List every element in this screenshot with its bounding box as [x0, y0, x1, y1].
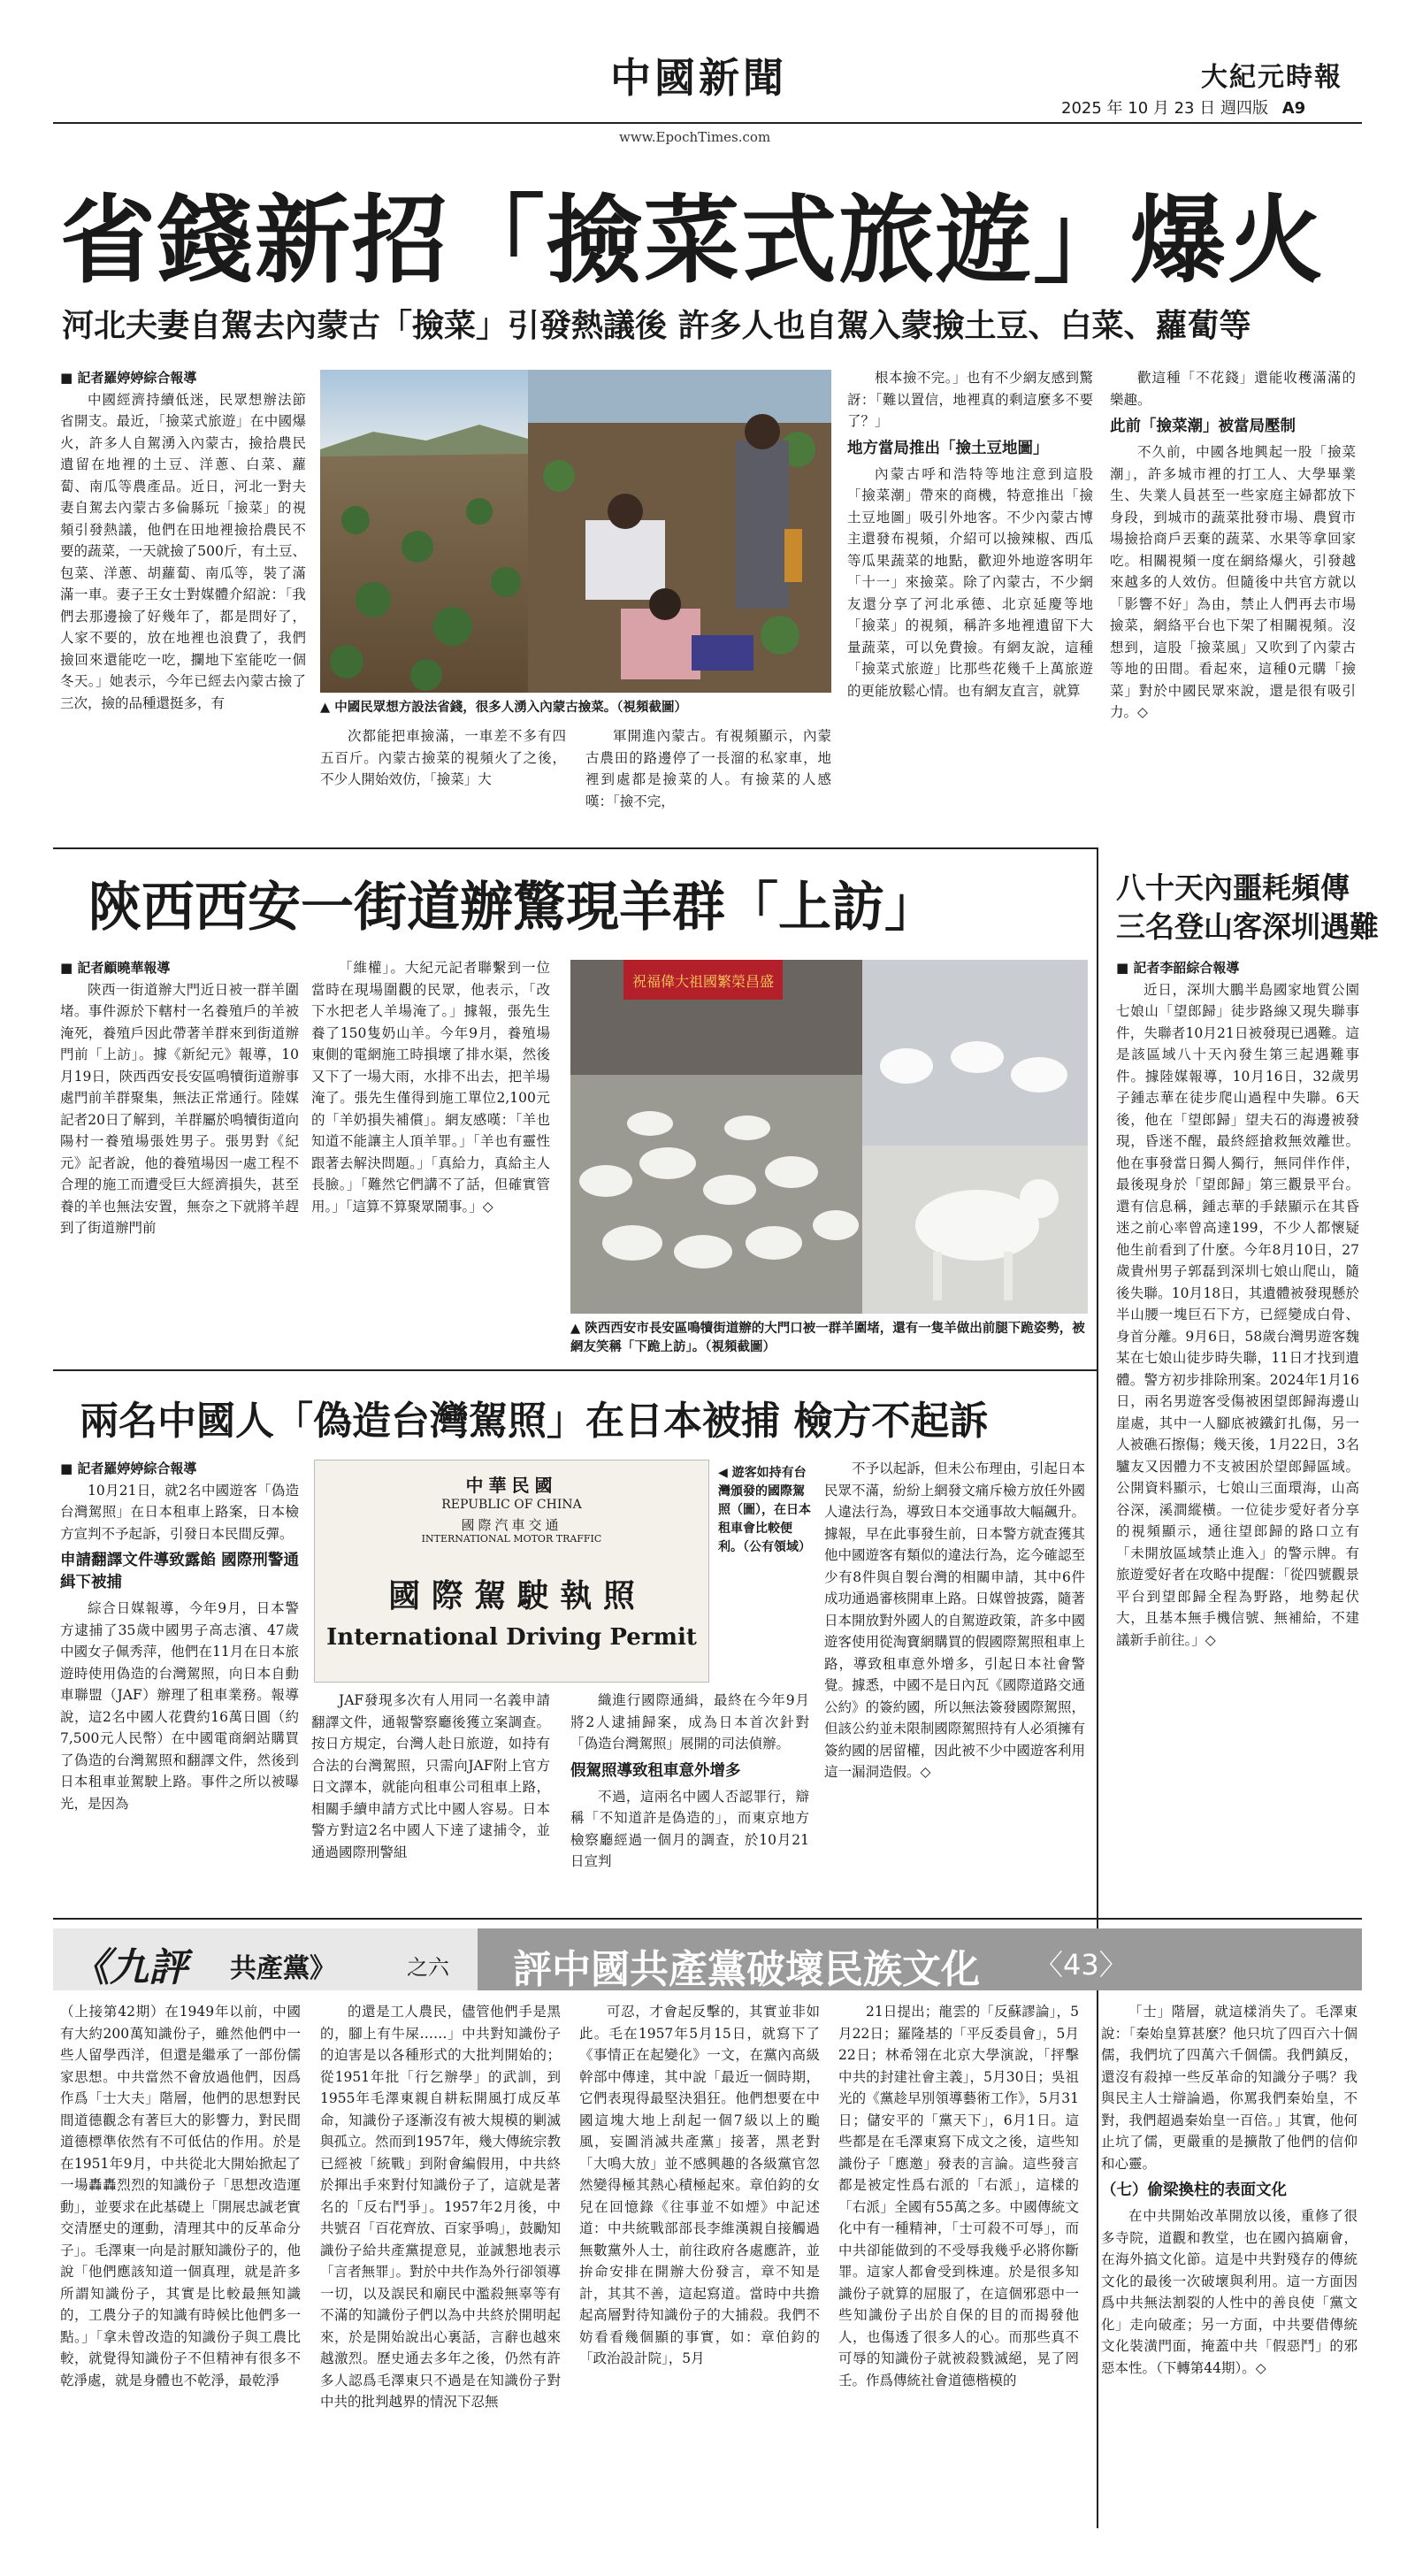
story1-subhead2: 此前「撿菜潮」被當局壓制 — [1110, 418, 1296, 435]
divider-1 — [53, 847, 1097, 849]
date-text: 2025 年 10 月 23 日 週四版 — [1061, 99, 1268, 118]
issue-date — [1061, 96, 1305, 119]
story3-text3b: 不過，這兩名中國人否認罪行，辯稱「不知道許是偽造的」，而東京地方檢察廳經過一個月的調查，於10月21日宣判 — [570, 1788, 809, 1869]
story1-byline: ■ 記者羅婷婷綜合報導 — [60, 370, 197, 386]
series-text5: 「士」階層，就這樣消失了。毛澤東說：「秦始皇算甚麼？他只坑了四百六十個儒，我們坑了四萬六千個儒。我們鎮反，還沒有殺掉一些反革命的知識分子嗎？我與民主人士辯論過，你罵我們秦始皇，不對，我們超過秦始皇一百倍。」其實，他何止坑了儒，更嚴重的是擴散了他們的信仰和心靈。 — [1101, 2004, 1358, 2172]
story1-text3: 軍開進內蒙古。有視頻顯示，內蒙古農田的路邊停了一長溜的私家車，地裡到處都是撿菜的人。有撿菜的人感嘆：「撿不完， — [585, 728, 831, 809]
series-text1: （上接第42期）在1949年以前，中國有大約200萬知識份子，雖然他們中一些人留學西洋，但還是繼承了一部份儒家思想。中共當然不會放過他們，因爲作爲「士大夫」階層，他們的思想對民間道德觀念有著巨大的影響力，對民間道德標準依然有不可低估的作用。於是在1951年9月，中共從北大開始掀起了一場轟轟烈烈的知識份子「思想改造運動」，並要求在此基礎上「開展忠誠老實交清歷史的運動，清理其中的反革命分子」。毛澤東一向是討厭知識份子的，他說「他們應該知道一個真理，就是許多所謂知識份子，其實是比較最無知識的，工農分子的知識有時候比他們多一點。」「拿未曾改造的知識份子與工農比較，就覺得知識份子不但精神有很多不乾淨處，就是身體也不乾淨，最乾淨 — [60, 2004, 301, 2388]
story1-subheadline: 河北夫妻自駕去內蒙古「撿菜」引發熱議後 許多人也自駕入蒙撿土豆、白菜、蘿蔔等 — [62, 308, 1251, 344]
story1-photo — [320, 370, 831, 693]
story2-text2: 「維權」。大紀元記者聯繫到一位當時在現場圍觀的民眾，他表示，「改下水把老人羊場淹了。」據報，張先生養了150隻奶山羊。今年9月，養殖場東側的電網施工時損壞了排水渠，然後又下了一場大雨，水排不出去，把羊場淹了。張先生僅得到施工單位2,100元的「羊奶損失補償」。網友感嘆：「羊也知道不能讓主人頂羊罪。」「羊也有靈性跟著去解決問題。」「真給力，真給主人長臉。」「難然它們講不了話，但確實管用。」「這算不算聚眾鬧事。」◇ — [311, 960, 550, 1215]
story1-text5: 歡這種「不花錢」還能收穫滿滿的樂趣。 — [1110, 370, 1356, 408]
series-col2 — [320, 2001, 561, 2532]
series-text2: 的還是工人農民，儘管他們手是黑的，腳上有牛屎……」中共對知識份子的迫害是以各種形式的大批判開始的；從1951年批「行乞辦學」的武訓，到1955年毛澤東親自耕耘開風打成反革命，知識份子逐漸沒有被大規模的剿滅與孤立。然而到1957年，幾大傳統宗教已經被「統戰」到附會編假用，中共終於揮出手來對付知識份子了，這就是著名的「反右鬥爭」。1957年2月後，中共號召「百花齊放、百家爭鳴」，鼓勵知識份子給共產黨提意見，並誠懇地表示「言者無罪」。對於中共作為外行卻領導一切，以及誤民和廟民中濫殺無辜等有不滿的知識份子們以為中共終於開明起來，於是開始說出心裏話，言辭也越來越激烈。歷史通去多年之後，仍然有許多人認爲毛澤東只不過是在知識份子對中共的批判越界的情況下忍無 — [320, 2004, 561, 2410]
story2-photo — [570, 960, 1088, 1314]
story3-col4 — [824, 1458, 1085, 1909]
series-part: 之六 — [407, 1955, 449, 1980]
series-logo-box — [53, 1928, 478, 1990]
series-text4: 21日提出；龍雲的「反蘇謬論」，5月22日；羅隆基的「平反委員會」，5月22日；林希翎在北京大學演說，「抨擊中共的封建社會主義」，5月30日；吳祖光的《黨趁早別領導藝術工作》，5月31日；儲安平的「黨天下」，6月1日。這些都是在毛澤東寫下成文之後，這些知識份子「應邀」發表的言論。這些發言都是被定性爲右派的「右派」，這樣的「右派」全國有55萬之多。中國傳統文化中有一種精神，「士可殺不可辱」，而中共卻能做到的不受辱我幾乎必將你斷罪。這家人都會受到株連。於是很多知識份子就算的屈服了，在這個邪惡中一些知識份子出於自保的目的而揭發他人，也傷透了很多人的心。而那些真不可辱的知識份子就被殺戮滅絕，晃了罔壬。作爲傳統社會道德楷模的 — [838, 2004, 1079, 2388]
story3-col3 — [570, 1690, 809, 1911]
license-en: REPUBLIC OF CHINA — [441, 1498, 582, 1512]
license-top: 中華民國 — [465, 1475, 558, 1496]
license-title-en: International Driving Permit — [326, 1624, 697, 1651]
site-url: www.EpochTimes.com — [619, 129, 771, 145]
story1-subhead1: 地方當局推出「撿土豆地圖」 — [847, 439, 1049, 457]
story2-byline: ■ 記者顧曉華報導 — [60, 960, 171, 976]
series-col3 — [579, 2001, 820, 2532]
license-zh2: 國際汽車交通 — [461, 1517, 562, 1533]
story1-col4 — [847, 367, 1093, 840]
series-col5 — [1101, 2001, 1358, 2532]
story1-col2 — [320, 725, 566, 840]
brand-logo: 大紀元時報 — [1201, 62, 1342, 93]
story2-text1: 陝西一街道辦大門近日被一群羊圍堵。事件源於下轄村一名養殖戶的羊被淹死，養殖戶因此帶著羊群來到街道辦門前「上訪」。據《新紀元》報導，10月19日，陝西西安長安區鳴犢街道辦事處門前羊群聚集，無法正常通行。陸媒記者20日了解到，羊群屬於鳴犢街道向陽村一養殖場張姓男子。張男對《紀元》記者說，他的養殖場因一處工程不合理的施工而遭受巨大經濟損失，甚至養的羊也無法安置，無奈之下就將羊趕到了街道辦門前 — [60, 981, 299, 1236]
story3-lead: 10月21日，就2名中國遊客「偽造台灣駕照」在日本租車上路案，日本檢方宣判不予起訴，引發日本民間反彈。 — [60, 1482, 299, 1542]
story3-text4: 不予以起訴，但未公布理由，引起日本民眾不滿，紛紛上網發文痛斥檢方放任外國人違法行為，導致日本交通事故大幅飆升。據報，早在此事發生前，日本警方就查獲其他中國遊客有類似的違法行為，迄今確認至少有8件與自製台灣的相關申請，其中6件成功通過審核開車上路。日媒曾披露，隨著日本開放對外國人的自駕遊政策，許多中國遊客使用從淘寶網購買的假國際駕照租車上路，導致租車意外增多，引起日本社會警覺。據悉，中國不是日內瓦《國際道路交通公約》的簽約國，所以無法簽發國際駕照，但該公約並未限制國際駕照持有人必須擁有簽約國的居留權，因此被不少中國遊客利用這一漏洞造假。◇ — [824, 1460, 1085, 1780]
series-number: 〈43〉 — [1035, 1948, 1128, 1982]
license-caption: ◀ 遊客如持有台灣頒發的國際駕照（圖），在日本租車會比較便利。（公有領域） — [718, 1466, 811, 1554]
story3-col2 — [311, 1690, 550, 1911]
story3-byline: ■ 記者羅婷婷綜合報導 — [60, 1460, 197, 1476]
series-logo-sub: 共產黨》 — [230, 1953, 336, 1984]
series-text3: 可忍，才會起反擊的，其實並非如此。毛在1957年5月15日，就寫下了《事情正在起變化》一文，在黨內高級幹部中傳達，其中說「最近一個時期，它們表現得最堅決猖狂。他們想要在中國這塊大地上刮起一個7級以上的颱風，妄圖消滅共產黨」接著，黑老對「大鳴大放」並不感興趣的各級黨官忽然變得極其熱心積極起來。章伯鈞的女兒在回憶錄《往事並不如煙》中記述道：中共統戰部部長李維漢親自接觸過無數黨外人士，前往政府各處應許，並拚命安排在開辦大份發言，章不知是計，其其不善，這起寫道。當時中共擔起高層對待知識份子的大捕殺。我們不妨看看幾個顯的事實，如：章伯鈞的「政治設計院」，5月 — [579, 2004, 820, 2366]
side-story-body — [1116, 957, 1359, 1913]
side-byline: ■ 記者李韶綜合報導 — [1116, 960, 1240, 976]
goats-scene-image — [570, 960, 1088, 1314]
series-text5b: 在中共開始改革開放以後，重修了很多寺院，道觀和教堂，也在國內搞廟會，在海外搞文化節。這是中共對殘存的傳統文化的最後一次破壞與利用。這一方面因爲中共無法割裂的人性中的善良使「黨文化」走向破產；另一方面，中共要借傳統文化裝潢門面，掩蓋中共「假惡鬥」的邪惡本性。（下轉第44期）。◇ — [1101, 2208, 1358, 2376]
side-text: 近日，深圳大鵬半島國家地質公園七娘山「望郎歸」徒步路線又現失聯事件，失聯者10月21日被發現已遇難。這是該區域八十天內發生第三起遇難事件。據陸媒報導，10月16日，32歲男子鍾志華在徒步爬山過程中失聯。6天後，他在「望郎歸」望夫石的海邊被發現，昏迷不醒，最終經搶救無效離世。他在事發當日獨人獨行，無同伴作伴，最後現身於「望郎歸」第三觀景平台。還有信息稱，鍾志華的手錶顯示在其昏迷之前心率曾高達199，不少人都懷疑他生前看到了什麼。今年8月10日，27歲貴州男子郭磊到深圳七娘山爬山，隨後失聯。10月18日，其遺體被發現懸於半山腰一塊巨石下方，已經變成白骨、身首分離。9月6日，58歲台灣男遊客魏某在七娘山徒步時失聯，11日才找到遺體。警方初步排除刑案。2024年1月16日，兩名男遊客受傷被困望郎歸海邊山崖處，其中一人腳底被鐵釘扎傷，另一人被礁石擦傷；幾天後，1月22日，3名驢友又因體力不支被困於望郎歸區域。公開資料顯示，七娘山三面環海，山高谷深，溪澗縱橫。一位徒步愛好者分享的視頻顯示，通往望郎歸的路口立有「未開放區域禁止進入」的警示牌。有旅遊愛好者在攻略中提醒：「從四號觀景平台到望郎歸全程為野路，地勢起伏大，且基本無手機信號、無補給，不建議新手前往。」◇ — [1116, 981, 1359, 1648]
side-headline-2: 三名登山客深圳遇難 — [1116, 909, 1379, 944]
page-number: A9 — [1281, 99, 1306, 118]
story3-text3: 織進行國際通緝，最終在今年9月將2人逮捕歸案，成為日本首次針對「偽造台灣駕照」展開的司法偵辦。 — [570, 1692, 809, 1752]
story1-col3 — [585, 725, 831, 840]
license-title-zh: 國 際 駕 駛 執 照 — [388, 1577, 635, 1614]
story1-text4b: 內蒙古呼和浩特等地注意到這股「撿菜潮」帶來的商機，特意推出「撿土豆地圖」吸引外地客。不少內蒙古博主還發布視頻，介紹可以撿辣椒、西瓜等瓜果蔬菜的地點，歡迎外地遊客明年「十一」來撿菜。除了內蒙古，不少網友還分享了河北承德、北京延慶等地「撿菜」的視頻，稱許多地裡遺留下大量蔬菜，可以免費撿。有網友說，這種「撿菜式旅遊」比那些花幾千上萬旅遊的更能放鬆心情。也有網友直言，就算 — [847, 465, 1093, 699]
series-col4 — [838, 2001, 1079, 2532]
story1-text2: 次都能把車撿滿，一車差不多有四五百斤。內蒙古撿菜的視頻火了之後，不少人開始效仿，「撿菜」大 — [320, 728, 566, 787]
story2-headline: 陝西西安一街道辦驚現羊群「上訪」 — [88, 877, 937, 939]
story1-text4: 根本撿不完。」也有不少網友感到驚訝：「難以置信，地裡真的剩這麼多不要了？」 — [847, 370, 1093, 429]
banner-sign-text: 祝福偉大祖國繁榮昌盛 — [631, 973, 775, 990]
series-col1 — [60, 2001, 301, 2532]
story1-text5b: 不久前，中國各地興起一股「撿菜潮」，許多城市裡的打工人、大學畢業生、失業人員甚至一些家庭主婦都放下身段，到城市的蔬菜批發市場、農貿市場撿拾商戶丟棄的蔬菜、水果等拿回家吃。相關視頻一度在網絡爆火，引發越來越多的人效仿。但隨後中共官方就以「影響不好」為由，禁止人們再去市場撿菜，網絡平台也下架了相關視頻。沒想到，這股「撿菜風」又吹到了內蒙古等地的田間。看起來，這種0元購「撿菜」對於中國民眾來說，還是很有吸引力。◇ — [1110, 444, 1356, 720]
license-image — [314, 1460, 709, 1683]
divider-3 — [53, 1918, 1362, 1920]
story1-col5 — [1110, 367, 1356, 840]
story1-col1 — [60, 367, 306, 840]
series-banner — [53, 1928, 1362, 1990]
story3-subhead2: 假駕照導致租車意外增多 — [570, 1761, 741, 1780]
side-divider — [1097, 847, 1098, 2528]
masthead-rule — [53, 122, 1362, 124]
series-subhead: （七）偷梁換柱的表面文化 — [1101, 2181, 1287, 2199]
field-scene-image — [320, 370, 831, 693]
story3-headline: 兩名中國人「偽造台灣駕照」在日本被捕 檢方不起訴 — [80, 1399, 989, 1444]
series-logo-main: 《九評 — [71, 1945, 187, 1990]
story3-text2: JAF發現多次有人用同一名義申請翻譯文件，通報警察廳後獲立案調查。按日方規定，台灣人赴日旅遊，如持有合法的台灣駕照，只需向JAF附上官方日文譯本，就能向租車公司租車上路，相關手續申請方式比中國人容易。日本警方對這2名中國人下達了逮捕令，並通過國際刑警組 — [311, 1692, 550, 1860]
license-en2: INTERNATIONAL MOTOR TRAFFIC — [421, 1533, 602, 1545]
divider-2 — [53, 1369, 1097, 1371]
story2-photo-caption: ▲ 陝西西安市長安區鳴犢街道辦的大門口被一群羊圍堵，還有一隻羊做出前腿下跪姿勢，被網友笑稱「下跪上訪」。（視頻截圖） — [570, 1322, 1085, 1354]
section-title: 中國新聞 — [610, 54, 787, 102]
story1-photo-caption: ▲ 中國民眾想方設法省錢，很多人湧入內蒙古撿菜。（視頻截圖） — [320, 701, 687, 715]
story3-col1 — [60, 1458, 299, 1909]
story1-headline: 省錢新招「撿菜式旅遊」爆火 — [60, 185, 1326, 296]
story2-col1 — [60, 957, 299, 1364]
story1-text1: 中國經濟持續低迷，民眾想辦法節省開支。最近，「撿菜式旅遊」在中國爆火，許多人自駕湧入內蒙古，撿拾農民遺留在地裡的土豆、洋蔥、白菜、蘿蔔、南瓜等農產品。近日，河北一對夫妻自駕去內蒙古多倫縣玩「撿菜」的視頻引發熱議，他們在田地裡撿拾農民不要的蔬菜，一天就撿了500斤，有土豆、包菜、洋蔥、胡蘿蔔、南瓜等，裝了滿滿一車。妻子王女士對媒體介紹說：「我們去那邊撿了好幾年了，都是問好了，人家不要的，放在地裡也浪費了，我們撿回來還能吃一吃，攔地下室能吃一個冬天。」她表示，今年已經去內蒙古撿了三次，撿的品種還挺多，有 — [60, 391, 306, 711]
story2-col2 — [311, 957, 550, 1364]
side-headline-1: 八十天內噩耗頻傳 — [1116, 870, 1350, 905]
story3-subhead1: 申請翻譯文件導致露餡 國際刑警通緝下被捕 — [60, 1552, 299, 1591]
story3-text1: 綜合日媒報導，今年9月，日本警方逮捕了35歲中國男子高志濱、47歲中國女子佩秀萍，他們在11月在日本旅遊時使用偽造的台灣駕照，向日本自動車聯盟（JAF）辦理了租車業務。報導說，這2名中國人花費約16萬日圓（約7,500元人民幣）在中國電商網站購買了偽造的台灣駕照和翻譯文件，然後到日本租車並駕駛上路。事件之所以被曝光，是因為 — [60, 1600, 299, 1812]
series-title: 評中國共產黨破壞民族文化 — [513, 1947, 980, 1992]
